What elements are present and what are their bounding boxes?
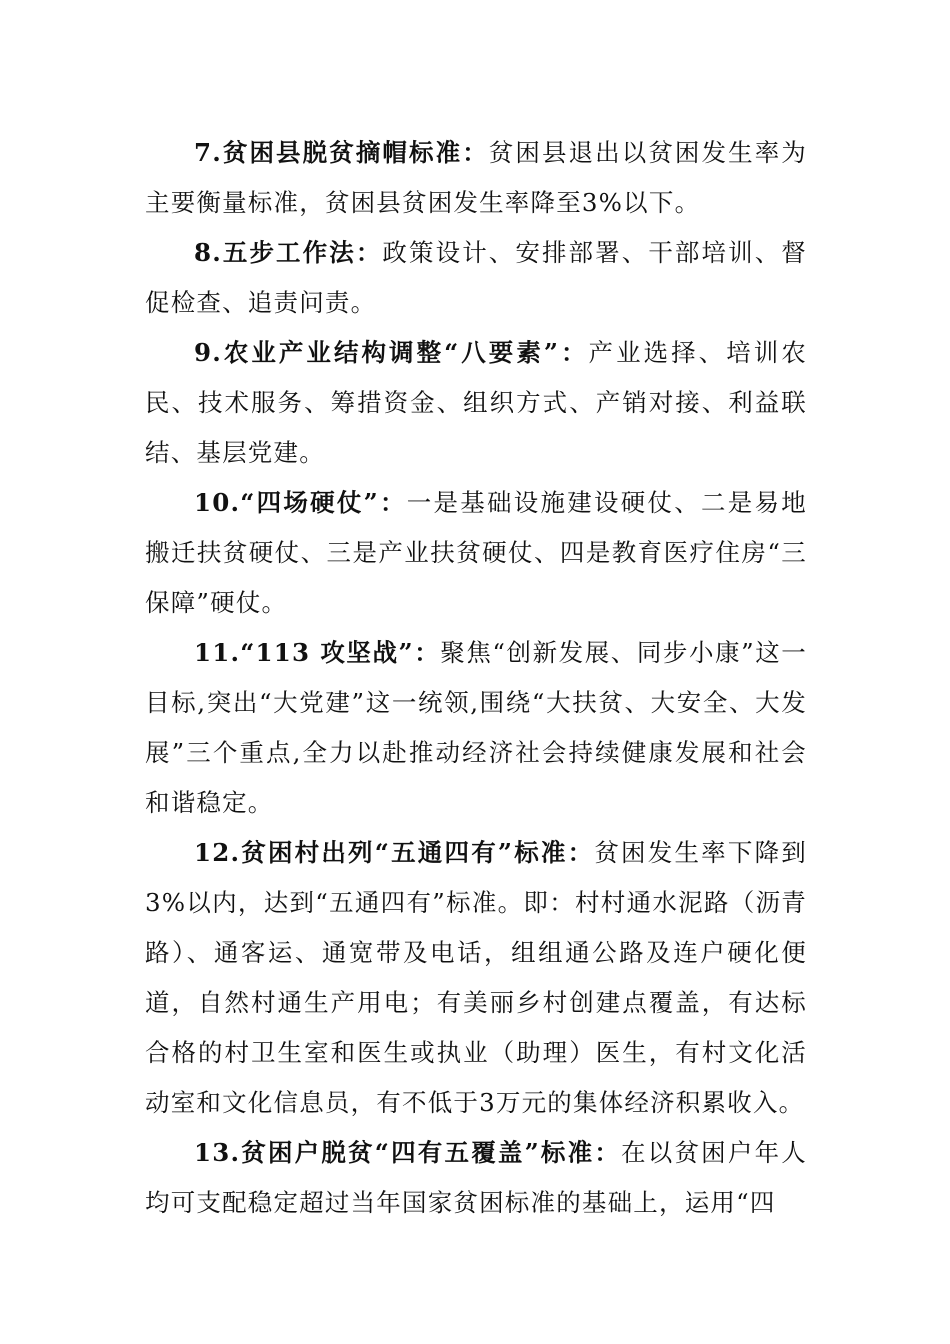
paragraph-body: 产业选择、培训农民、技术服务、筹措资金、组织方式、产销对接、利益联结、基层党建。	[145, 338, 807, 467]
paragraph-body: 一是基础设施建设硬仗、二是易地搬迁扶贫硬仗、三是产业扶贫硬仗、四是教育医疗住房“三保障”硬仗。	[145, 488, 808, 617]
paragraph-body: 贫困发生率下降到3%以内，达到“五通四有”标准。即：村村通水泥路（沥青路）、通客运、通宽带及电话，组组通公路及连户硬化便道，自然村通生产用电；有美丽乡村创建点覆盖，有达标合格的村卫生室和医生或执业（助理）医生，有村文化活动室和文化信息员，有不低于3万元的集体经济积累收入。	[145, 838, 807, 1117]
paragraph-7	[145, 128, 807, 228]
paragraph-term: 13.贫困户脱贫“四有五覆盖”标准：	[194, 1138, 622, 1167]
paragraph-body: 在以贫困户年人均可支配稳定超过当年国家贫困标准的基础上，运用“四	[145, 1138, 807, 1217]
paragraph-8	[145, 228, 807, 328]
paragraph-term: 8.五步工作法：	[194, 238, 383, 267]
paragraph-12	[145, 828, 807, 1128]
paragraph-10	[145, 478, 807, 628]
paragraph-body: 聚焦“创新发展、同步小康”这一目标,突出“大党建”这一统领,围绕“大扶贫、大安全、大发展”三个重点,全力以赴推动经济社会持续健康发展和社会和谐稳定。	[145, 638, 807, 817]
paragraph-term: 7.贫困县脱贫摘帽标准：	[194, 138, 489, 167]
paragraph-term: 9.农业产业结构调整“八要素”：	[194, 338, 589, 367]
paragraph-9	[145, 328, 807, 478]
paragraph-body: 贫困县退出以贫困发生率为主要衡量标准，贫困县贫困发生率降至3%以下。	[145, 138, 807, 217]
paragraph-term: 12.贫困村出列“五通四有”标准：	[194, 838, 595, 867]
paragraph-13	[145, 1128, 807, 1228]
paragraph-term: 10.“四场硬仗”：	[194, 488, 407, 517]
paragraph-11	[145, 628, 807, 828]
paragraph-body: 政策设计、安排部署、干部培训、督促检查、追责问责。	[145, 238, 807, 317]
paragraph-term: 11.“113 攻坚战”：	[194, 638, 441, 667]
